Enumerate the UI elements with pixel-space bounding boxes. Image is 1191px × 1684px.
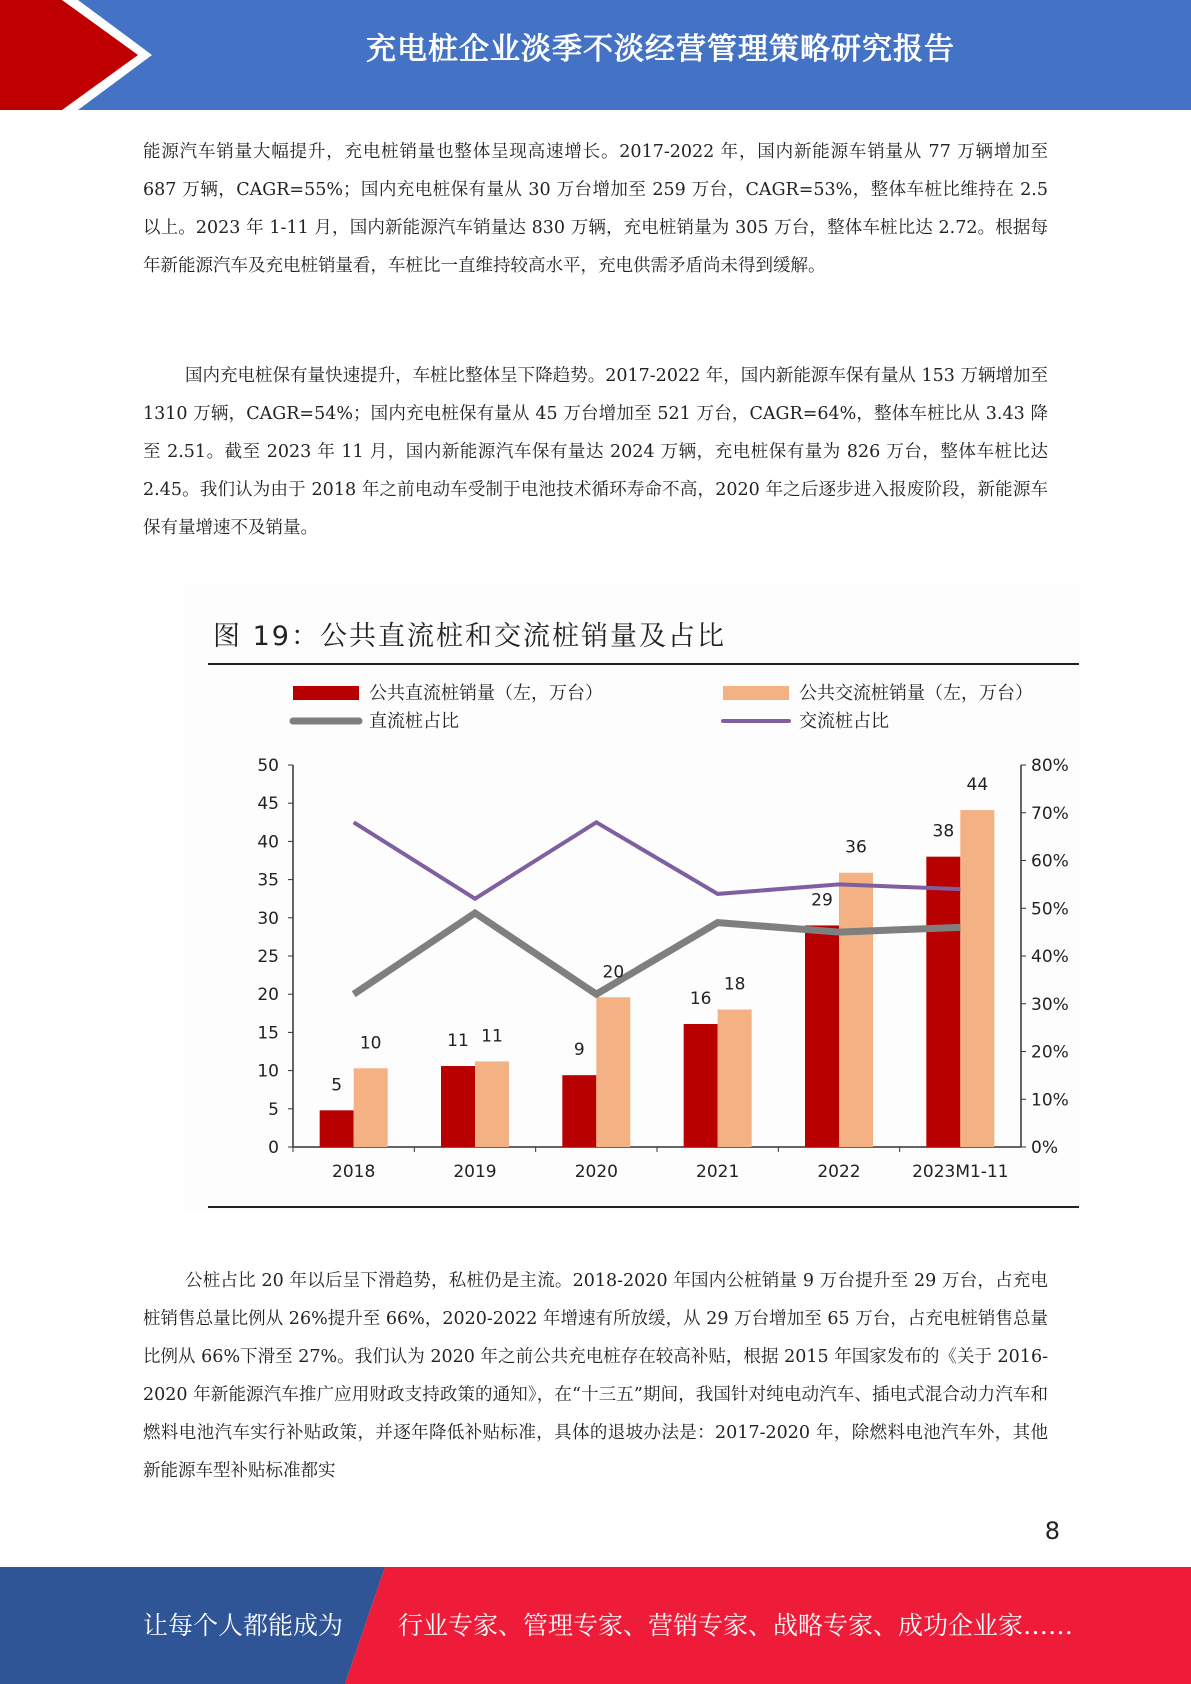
page-number: 8 (1044, 1517, 1060, 1545)
bar-value-label: 38 (932, 821, 955, 842)
left-tick-label: 50 (257, 756, 279, 776)
bar-ac (596, 997, 630, 1147)
legend-label: 直流桩占比 (369, 711, 459, 732)
bar-dc (684, 1024, 718, 1147)
bar-dc (562, 1075, 596, 1147)
legend-label: 交流桩占比 (799, 711, 889, 732)
bar-value-label: 11 (447, 1031, 469, 1052)
right-tick-label: 30% (1031, 994, 1069, 1015)
right-tick-label: 10% (1031, 1090, 1069, 1111)
bar-value-label: 10 (359, 1033, 382, 1054)
legend-label: 公共直流桩销量（左，万台） (369, 683, 603, 704)
left-tick-label: 40 (257, 832, 279, 853)
chart-bars (320, 810, 995, 1147)
bar-ac (475, 1061, 509, 1147)
bar-value-label: 36 (845, 837, 867, 858)
bar-dc (441, 1066, 475, 1147)
left-tick-label: 35 (257, 870, 279, 891)
bar-dc (805, 925, 839, 1147)
page-header (0, 0, 1191, 110)
left-tick-label: 5 (268, 1099, 279, 1120)
x-tick-label: 2021 (696, 1162, 740, 1182)
bar-ac (960, 810, 994, 1147)
left-tick-label: 25 (257, 947, 279, 967)
left-tick-label: 45 (257, 794, 279, 815)
bar-value-label: 44 (966, 775, 989, 796)
figure-19-chart (183, 585, 1081, 1211)
legend-swatch-bar (293, 686, 359, 700)
x-tick-label: 2020 (574, 1162, 618, 1182)
bar-value-label: 5 (331, 1075, 343, 1096)
x-tick-label: 2019 (453, 1162, 497, 1182)
bar-value-label: 9 (573, 1040, 585, 1061)
bar-ac (839, 873, 873, 1147)
left-tick-label: 20 (257, 985, 279, 1006)
footer-slogan-left: 让每个人都能成为 (143, 1611, 344, 1640)
report-title: 充电桩企业淡季不淡经营管理策略研究报告 (366, 32, 955, 67)
line-series-ac-share (354, 822, 961, 898)
chart-data-labels (331, 775, 988, 1095)
paragraph-1: 能源汽车销量大幅提升，充电桩销量也整体呈现高速增长。2017-2022 年，国内新能源车销量从 77 万辆增加至 687 万辆，CAGR=55%；国内充电桩保有量从 30 万台增加至 259 万台，CAGR=53%，整体车桩比维持在 2.5 以上。2023 年 1-11 月，国内新能源汽车销量达 830 万辆，充电桩销量为 305 万台，整体车桩比达 2.72。根据每年新能源汽车及充电桩销量看，车桩比一直维持较高水平，充电供需矛盾尚未得到缓解。 (143, 142, 1048, 276)
paragraph-3: 公桩占比 20 年以后呈下滑趋势，私桩仍是主流。2018-2020 年国内公桩销量 9 万台提升至 29 万台，占充电桩销售总量比例从 26%提升至 66%，2020-2022 年增速有所放缓，从 29 万台增加至 65 万台，占充电桩销售总量比例从 66%下滑至 27%。我们认为 2020 年之前公共充电桩存在较高补贴，根据 2015 年国家发布的《关于 2016-2020 年新能源汽车推广应用财政支持政策的通知》，在“十三五”期间，我国针对纯电动汽车、插电式混合动力汽车和燃料电池汽车实行补贴政策，并逐年降低补贴标准，具体的退坡办法是：2017-2020 年，除燃料电池汽车外，其他新能源车型补贴标准都实 (143, 1271, 1048, 1481)
chart-title: 图 19：公共直流桩和交流桩销量及占比 (213, 621, 726, 652)
bar-dc (926, 857, 960, 1147)
legend-swatch-bar (723, 686, 789, 700)
left-tick-label: 10 (257, 1061, 279, 1082)
footer-slogan-right: 行业专家、管理专家、营销专家、战略专家、成功企业家…… (398, 1611, 1074, 1640)
x-tick-label: 2018 (332, 1162, 376, 1182)
right-tick-label: 60% (1031, 851, 1069, 872)
right-tick-label: 0% (1031, 1138, 1058, 1158)
page-footer (0, 1567, 1191, 1684)
left-tick-label: 15 (257, 1023, 279, 1044)
right-tick-label: 70% (1031, 803, 1069, 824)
bar-ac (718, 1009, 752, 1147)
x-tick-label: 2023M1-11 (912, 1162, 1009, 1182)
bar-value-label: 11 (481, 1026, 503, 1047)
bar-ac (354, 1068, 388, 1147)
bar-value-label: 29 (811, 890, 833, 911)
bar-dc (320, 1110, 354, 1147)
left-tick-label: 0 (268, 1138, 279, 1158)
right-tick-label: 40% (1031, 947, 1069, 967)
chart-legend (293, 683, 1033, 732)
right-tick-label: 80% (1031, 756, 1069, 776)
legend-label: 公共交流桩销量（左，万台） (799, 683, 1033, 704)
paragraph-2: 国内充电桩保有量快速提升，车桩比整体呈下降趋势。2017-2022 年，国内新能源车保有量从 153 万辆增加至 1310 万辆，CAGR=54%；国内充电桩保有量从 45 万台增加至 521 万台，CAGR=64%，整体车桩比从 3.43 降至 2.51。截至 2023 年 11 月，国内新能源汽车保有量达 2024 万辆，充电桩保有量为 826 万台，整体车桩比达 2.45。我们认为由于 2018 年之前电动车受制于电池技术循环寿命不高，2020 年之后逐步进入报废阶段，新能源车保有量增速不及销量。 (143, 366, 1048, 538)
bar-value-label: 16 (689, 988, 712, 1009)
bar-value-label: 18 (723, 974, 746, 995)
x-tick-label: 2022 (817, 1162, 861, 1182)
left-tick-label: 30 (257, 908, 279, 929)
right-tick-label: 20% (1031, 1042, 1069, 1063)
bar-value-label: 20 (602, 962, 625, 983)
right-tick-label: 50% (1031, 899, 1069, 920)
chart-svg (183, 585, 1081, 1211)
